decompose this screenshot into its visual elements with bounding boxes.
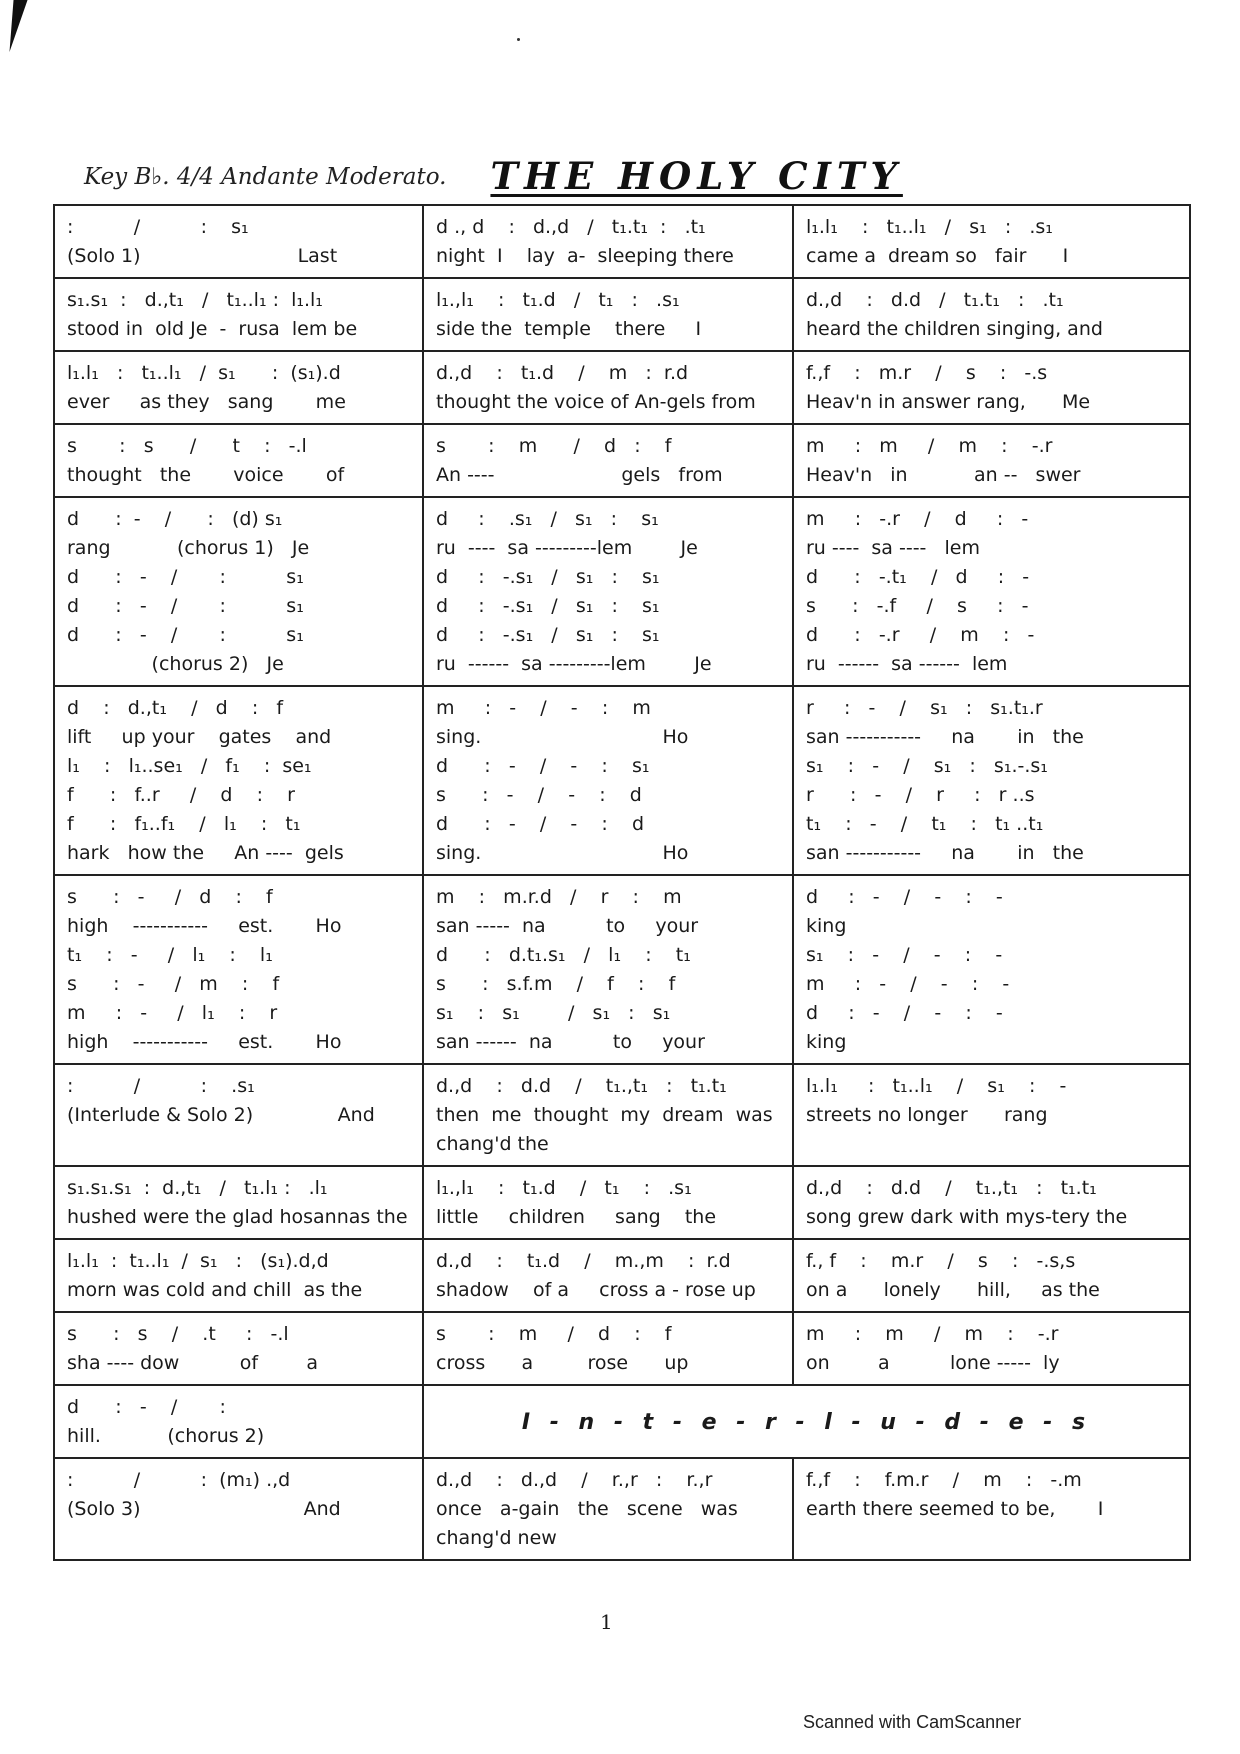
score-line: l₁ : l₁..se₁ / f₁ : se₁	[67, 755, 312, 777]
score-cell	[54, 1458, 423, 1560]
score-line: s₁.s₁.s₁ : d.,t₁ / t₁.l₁ : .l₁	[67, 1177, 328, 1199]
score-line: d : - / : s₁	[67, 566, 304, 588]
score-line: morn was cold and chill as the	[67, 1279, 363, 1301]
score-line: Heav'n in answer rang, Me	[806, 391, 1091, 413]
score-line: hark how the An ---- gels	[67, 842, 344, 864]
score-row	[54, 1385, 1190, 1458]
score-line: then me thought my dream was	[436, 1104, 773, 1126]
score-row	[54, 1166, 1190, 1239]
score-line: An ---- gels from	[436, 464, 723, 486]
score-line: lift up your gates and	[67, 726, 332, 748]
score-line: d.,d : d.d / t₁.t₁ : .t₁	[806, 289, 1064, 311]
score-cell	[423, 424, 793, 497]
score-line: f : f..r / d : r	[67, 784, 295, 806]
score-line: t₁ : - / l₁ : l₁	[67, 944, 273, 966]
score-line: d : - / : s₁	[67, 595, 304, 617]
score-line: on a lone ----- ly	[806, 1352, 1060, 1374]
score-cell	[423, 1458, 793, 1560]
score-line: came a dream so fair I	[806, 245, 1069, 267]
interlude-label: I - n - t - e - r - l - u - d - e - s	[521, 1409, 1092, 1435]
score-line: l₁.l₁ : t₁..l₁ / s₁ : .s₁	[806, 216, 1053, 238]
score-line: on a lonely hill, as the	[806, 1279, 1100, 1301]
score-line: l₁.,l₁ : t₁.d / t₁ : .s₁	[436, 1177, 692, 1199]
score-line: l₁.l₁ : t₁..l₁ / s₁ : -	[806, 1075, 1067, 1097]
score-line: shadow of a cross a - rose up	[436, 1279, 756, 1301]
score-line: s : s / t : -.l	[67, 435, 307, 457]
score-line: m : m / m : -.r	[806, 1323, 1059, 1345]
score-line: hushed were the glad hosannas the	[67, 1206, 408, 1228]
score-cell	[54, 424, 423, 497]
score-line: s₁ : - / - : -	[806, 944, 1003, 966]
score-cell	[793, 1166, 1190, 1239]
score-cell	[793, 1458, 1190, 1560]
score-line: m : - / - : m	[436, 697, 651, 719]
score-line: f.,f : m.r / s : -.s	[806, 362, 1048, 384]
score-line: sha ---- dow of a	[67, 1352, 318, 1374]
score-line: d.,d : t₁.d / m : r.d	[436, 362, 689, 384]
interlude-cell	[423, 1385, 1190, 1458]
score-cell	[54, 1312, 423, 1385]
score-cell	[423, 875, 793, 1064]
score-cell	[54, 875, 423, 1064]
score-cell	[54, 497, 423, 686]
score-cell	[54, 1166, 423, 1239]
score-line: thought the voice of	[67, 464, 345, 486]
score-cell	[423, 278, 793, 351]
score-cell	[423, 351, 793, 424]
score-line: s₁ : s₁ / s₁ : s₁	[436, 1002, 671, 1024]
score-line: d : -.s₁ / s₁ : s₁	[436, 595, 660, 617]
score-line: s : - / m : f	[67, 973, 280, 995]
score-line: d : - / :	[67, 1396, 226, 1418]
score-line: r : - / r : r ..s	[806, 784, 1035, 806]
key-signature-tempo: Key B♭. 4/4 Andante Moderato.	[84, 164, 447, 190]
score-cell	[423, 1312, 793, 1385]
score-cell	[793, 1064, 1190, 1166]
score-line: san ----------- na in the	[806, 726, 1084, 748]
score-cell	[793, 424, 1190, 497]
score-line: d : -.s₁ / s₁ : s₁	[436, 566, 660, 588]
score-line: chang'd new	[436, 1527, 557, 1549]
score-line: : / : (m₁) .,d	[67, 1469, 291, 1491]
song-title: THE HOLY CITY	[490, 154, 903, 198]
score-cell	[54, 1064, 423, 1166]
page-number: 1	[600, 1610, 613, 1634]
score-row	[54, 1064, 1190, 1166]
score-line: king	[806, 1031, 847, 1053]
score-line: (chorus 2) Je	[67, 653, 284, 675]
score-line: san ------ na to your	[436, 1031, 705, 1053]
score-row	[54, 875, 1190, 1064]
score-line: d : -.r / m : -	[806, 624, 1035, 646]
score-row	[54, 1458, 1190, 1560]
score-cell	[423, 1064, 793, 1166]
score-line: d.,d : d.d / t₁.,t₁ : t₁.t₁	[806, 1177, 1097, 1199]
score-line: ever as they sang me	[67, 391, 346, 413]
score-row	[54, 1239, 1190, 1312]
score-line: m : - / l₁ : r	[67, 1002, 278, 1024]
score-line: d : .s₁ / s₁ : s₁	[436, 508, 659, 530]
score-line: s : m / d : f	[436, 435, 672, 457]
score-line: d.,d : d.,d / r.,r : r.,r	[436, 1469, 713, 1491]
score-cell	[793, 1312, 1190, 1385]
score-line: s₁.s₁ : d.,t₁ / t₁..l₁ : l₁.l₁	[67, 289, 323, 311]
score-line: ru ------ sa ------ lem	[806, 653, 1008, 675]
scan-dot	[517, 38, 520, 41]
score-line: sing. Ho	[436, 842, 689, 864]
score-line: s : -.f / s : -	[806, 595, 1029, 617]
score-cell	[423, 1239, 793, 1312]
score-line: chang'd the	[436, 1133, 549, 1155]
score-line: Heav'n in an -- swer	[806, 464, 1081, 486]
score-line: d : - / - : -	[806, 886, 1003, 908]
score-line: once a-gain the scene was	[436, 1498, 738, 1520]
score-line: f.,f : f.m.r / m : -.m	[806, 1469, 1082, 1491]
score-cell	[423, 686, 793, 875]
score-line: ru ---- sa ---------lem Je	[436, 537, 698, 559]
score-cell	[423, 1166, 793, 1239]
score-line: cross a rose up	[436, 1352, 689, 1374]
tonic-solfa-score	[53, 204, 1191, 1561]
score-line: san ----- na to your	[436, 915, 699, 937]
score-line: m : - / - : -	[806, 973, 1010, 995]
score-row	[54, 497, 1190, 686]
score-cell	[793, 686, 1190, 875]
score-line: earth there seemed to be, I	[806, 1498, 1104, 1520]
score-line: s : m / d : f	[436, 1323, 672, 1345]
score-line: rang (chorus 1) Je	[67, 537, 310, 559]
score-line: m : -.r / d : -	[806, 508, 1029, 530]
score-cell	[54, 1385, 423, 1458]
score-line: stood in old Je - rusa lem be	[67, 318, 358, 340]
score-line: streets no longer rang	[806, 1104, 1048, 1126]
score-line: ru ------ sa ---------lem Je	[436, 653, 712, 675]
score-line: : / : .s₁	[67, 1075, 255, 1097]
score-line: f : f₁..f₁ / l₁ : t₁	[67, 813, 301, 835]
score-line: f., f : m.r / s : -.s,s	[806, 1250, 1076, 1272]
score-row	[54, 351, 1190, 424]
score-cell	[793, 351, 1190, 424]
score-line: d : d.t₁.s₁ / l₁ : t₁	[436, 944, 691, 966]
score-line: d.,d : d.d / t₁.,t₁ : t₁.t₁	[436, 1075, 727, 1097]
score-line: thought the voice of An-gels from	[436, 391, 756, 413]
score-line: (Interlude & Solo 2) And	[67, 1104, 375, 1126]
score-line: (Solo 1) Last	[67, 245, 338, 267]
score-line: d ., d : d.,d / t₁.t₁ : .t₁	[436, 216, 706, 238]
score-row	[54, 278, 1190, 351]
score-cell	[793, 875, 1190, 1064]
score-row	[54, 205, 1190, 278]
score-line: s : s / .t : -.l	[67, 1323, 289, 1345]
score-line: s : - / d : f	[67, 886, 273, 908]
score-cell	[793, 1239, 1190, 1312]
score-line: s : - / - : d	[436, 784, 642, 806]
score-line: little children sang the	[436, 1206, 717, 1228]
score-line: d : -.s₁ / s₁ : s₁	[436, 624, 660, 646]
score-cell	[54, 1239, 423, 1312]
score-cell	[423, 497, 793, 686]
scanner-watermark: Scanned with CamScanner	[803, 1712, 1022, 1732]
score-line: side the temple there I	[436, 318, 702, 340]
score-line: r : - / s₁ : s₁.t₁.r	[806, 697, 1043, 719]
score-line: m : m.r.d / r : m	[436, 886, 682, 908]
score-line: hill. (chorus 2)	[67, 1425, 265, 1447]
score-line: san ----------- na in the	[806, 842, 1084, 864]
score-cell	[54, 278, 423, 351]
score-line: : / : s₁	[67, 216, 249, 238]
score-line: s : s.f.m / f : f	[436, 973, 676, 995]
score-line: m : m / m : -.r	[806, 435, 1053, 457]
score-line: d : -.t₁ / d : -	[806, 566, 1030, 588]
score-cell	[793, 205, 1190, 278]
score-line: s₁ : - / s₁ : s₁.-.s₁	[806, 755, 1048, 777]
score-cell	[54, 351, 423, 424]
score-line: l₁.l₁ : t₁..l₁ / s₁ : (s₁).d	[67, 362, 341, 384]
score-line: song grew dark with mys-tery the	[806, 1206, 1128, 1228]
score-line: d : d.,t₁ / d : f	[67, 697, 284, 719]
score-line: d : - / - : -	[806, 1002, 1003, 1024]
score-cell	[423, 205, 793, 278]
score-line: sing. Ho	[436, 726, 689, 748]
score-line: d : - / - : s₁	[436, 755, 650, 777]
score-cell	[54, 686, 423, 875]
score-row	[54, 1312, 1190, 1385]
score-line: d : - / : (d) s₁	[67, 508, 283, 530]
score-row	[54, 424, 1190, 497]
score-row	[54, 686, 1190, 875]
score-line: high ----------- est. Ho	[67, 915, 342, 937]
score-line: king	[806, 915, 847, 937]
score-cell	[793, 278, 1190, 351]
score-line: night I lay a- sleeping there	[436, 245, 734, 267]
score-line: d : - / - : d	[436, 813, 645, 835]
score-line: ru ---- sa ---- lem	[806, 537, 980, 559]
score-line: d.,d : t₁.d / m.,m : r.d	[436, 1250, 731, 1272]
score-line: high ----------- est. Ho	[67, 1031, 342, 1053]
sheet-header	[84, 146, 964, 198]
score-cell	[793, 497, 1190, 686]
score-cell	[54, 205, 423, 278]
score-line: (Solo 3) And	[67, 1498, 341, 1520]
score-line: l₁.l₁ : t₁..l₁ / s₁ : (s₁).d,d	[67, 1250, 329, 1272]
score-line: l₁.,l₁ : t₁.d / t₁ : .s₁	[436, 289, 680, 311]
score-line: heard the children singing, and	[806, 318, 1103, 340]
score-line: t₁ : - / t₁ : t₁ ..t₁	[806, 813, 1044, 835]
scan-edge-mark	[2, 0, 27, 52]
score-line: d : - / : s₁	[67, 624, 304, 646]
